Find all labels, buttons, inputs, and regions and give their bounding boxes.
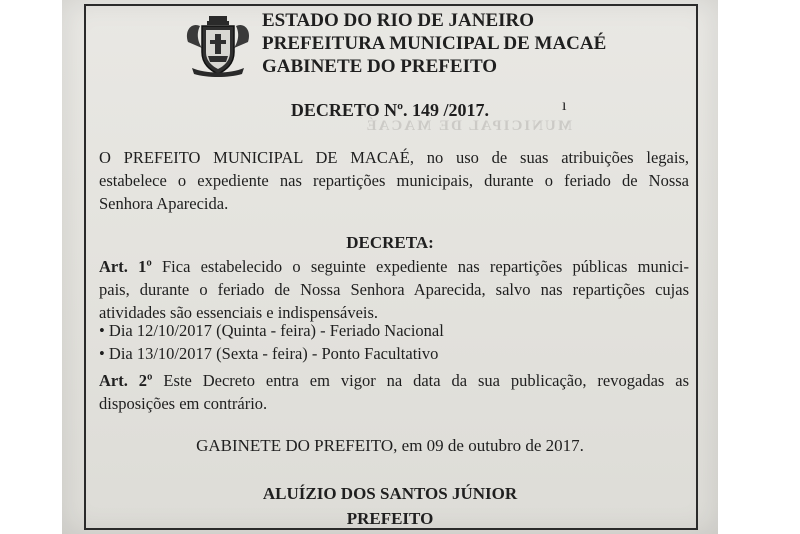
list-item: • Dia 13/10/2017 (Sexta - feira) - Ponto Facultativo xyxy=(99,344,439,363)
holiday-list xyxy=(99,319,689,365)
article-1-text-1: Fica estabelecido o seguinte expediente nas repartições públicas munici- xyxy=(151,257,690,276)
article-1-line-3: atividades são essenciais e indispensáveis. xyxy=(99,303,379,322)
show-through-text: MUNICIPAL DE MACAÉ xyxy=(364,118,572,134)
article-1 xyxy=(99,255,689,324)
signatory-name: ALUÍZIO DOS SANTOS JÚNIOR xyxy=(262,484,518,503)
list-item: • Dia 12/10/2017 (Quinta - feira) - Feriado Nacional xyxy=(99,321,444,340)
header-prefecture: PREFEITURA MUNICIPAL DE MACAÉ xyxy=(262,33,607,54)
preamble-line-3: Senhora Aparecida. xyxy=(99,194,229,213)
header-office: GABINETE DO PREFEITO xyxy=(262,56,498,77)
article-2-text-1: Este Decreto entra em vigor na data da sua publicação, revogadas as xyxy=(152,371,689,390)
coat-of-arms-icon xyxy=(182,12,254,78)
article-1-label: Art. 1º xyxy=(99,257,152,276)
article-2-line-2: disposições em contrário. xyxy=(99,394,268,413)
ink-mark: ı xyxy=(562,97,567,114)
decreta-heading: DECRETA: xyxy=(346,233,434,252)
signatory-role: PREFEITO xyxy=(346,509,434,528)
decree-title: DECRETO Nº. 149 /2017. xyxy=(290,100,490,120)
article-1-line-2: pais, durante o feriado de Nossa Senhora Aparecida, salvo nas repartições cujas xyxy=(99,280,689,299)
article-1-line-1 xyxy=(99,255,689,278)
article-2-line-1 xyxy=(99,369,689,392)
header-state: ESTADO DO RIO DE JANEIRO xyxy=(262,10,535,31)
preamble-paragraph xyxy=(99,146,689,215)
closing-date-line: GABINETE DO PREFEITO, em 09 de outubro de 2017. xyxy=(196,436,584,455)
newspaper-clipping xyxy=(62,0,718,534)
article-2 xyxy=(99,369,689,415)
preamble-line-1: O PREFEITO MUNICIPAL DE MACAÉ, no uso de suas atribuições legais, xyxy=(99,148,689,167)
article-2-label: Art. 2º xyxy=(99,371,153,390)
preamble-line-2: estabelece o expediente nas repartições municipais, durante o feriado de Nossa xyxy=(99,171,689,190)
